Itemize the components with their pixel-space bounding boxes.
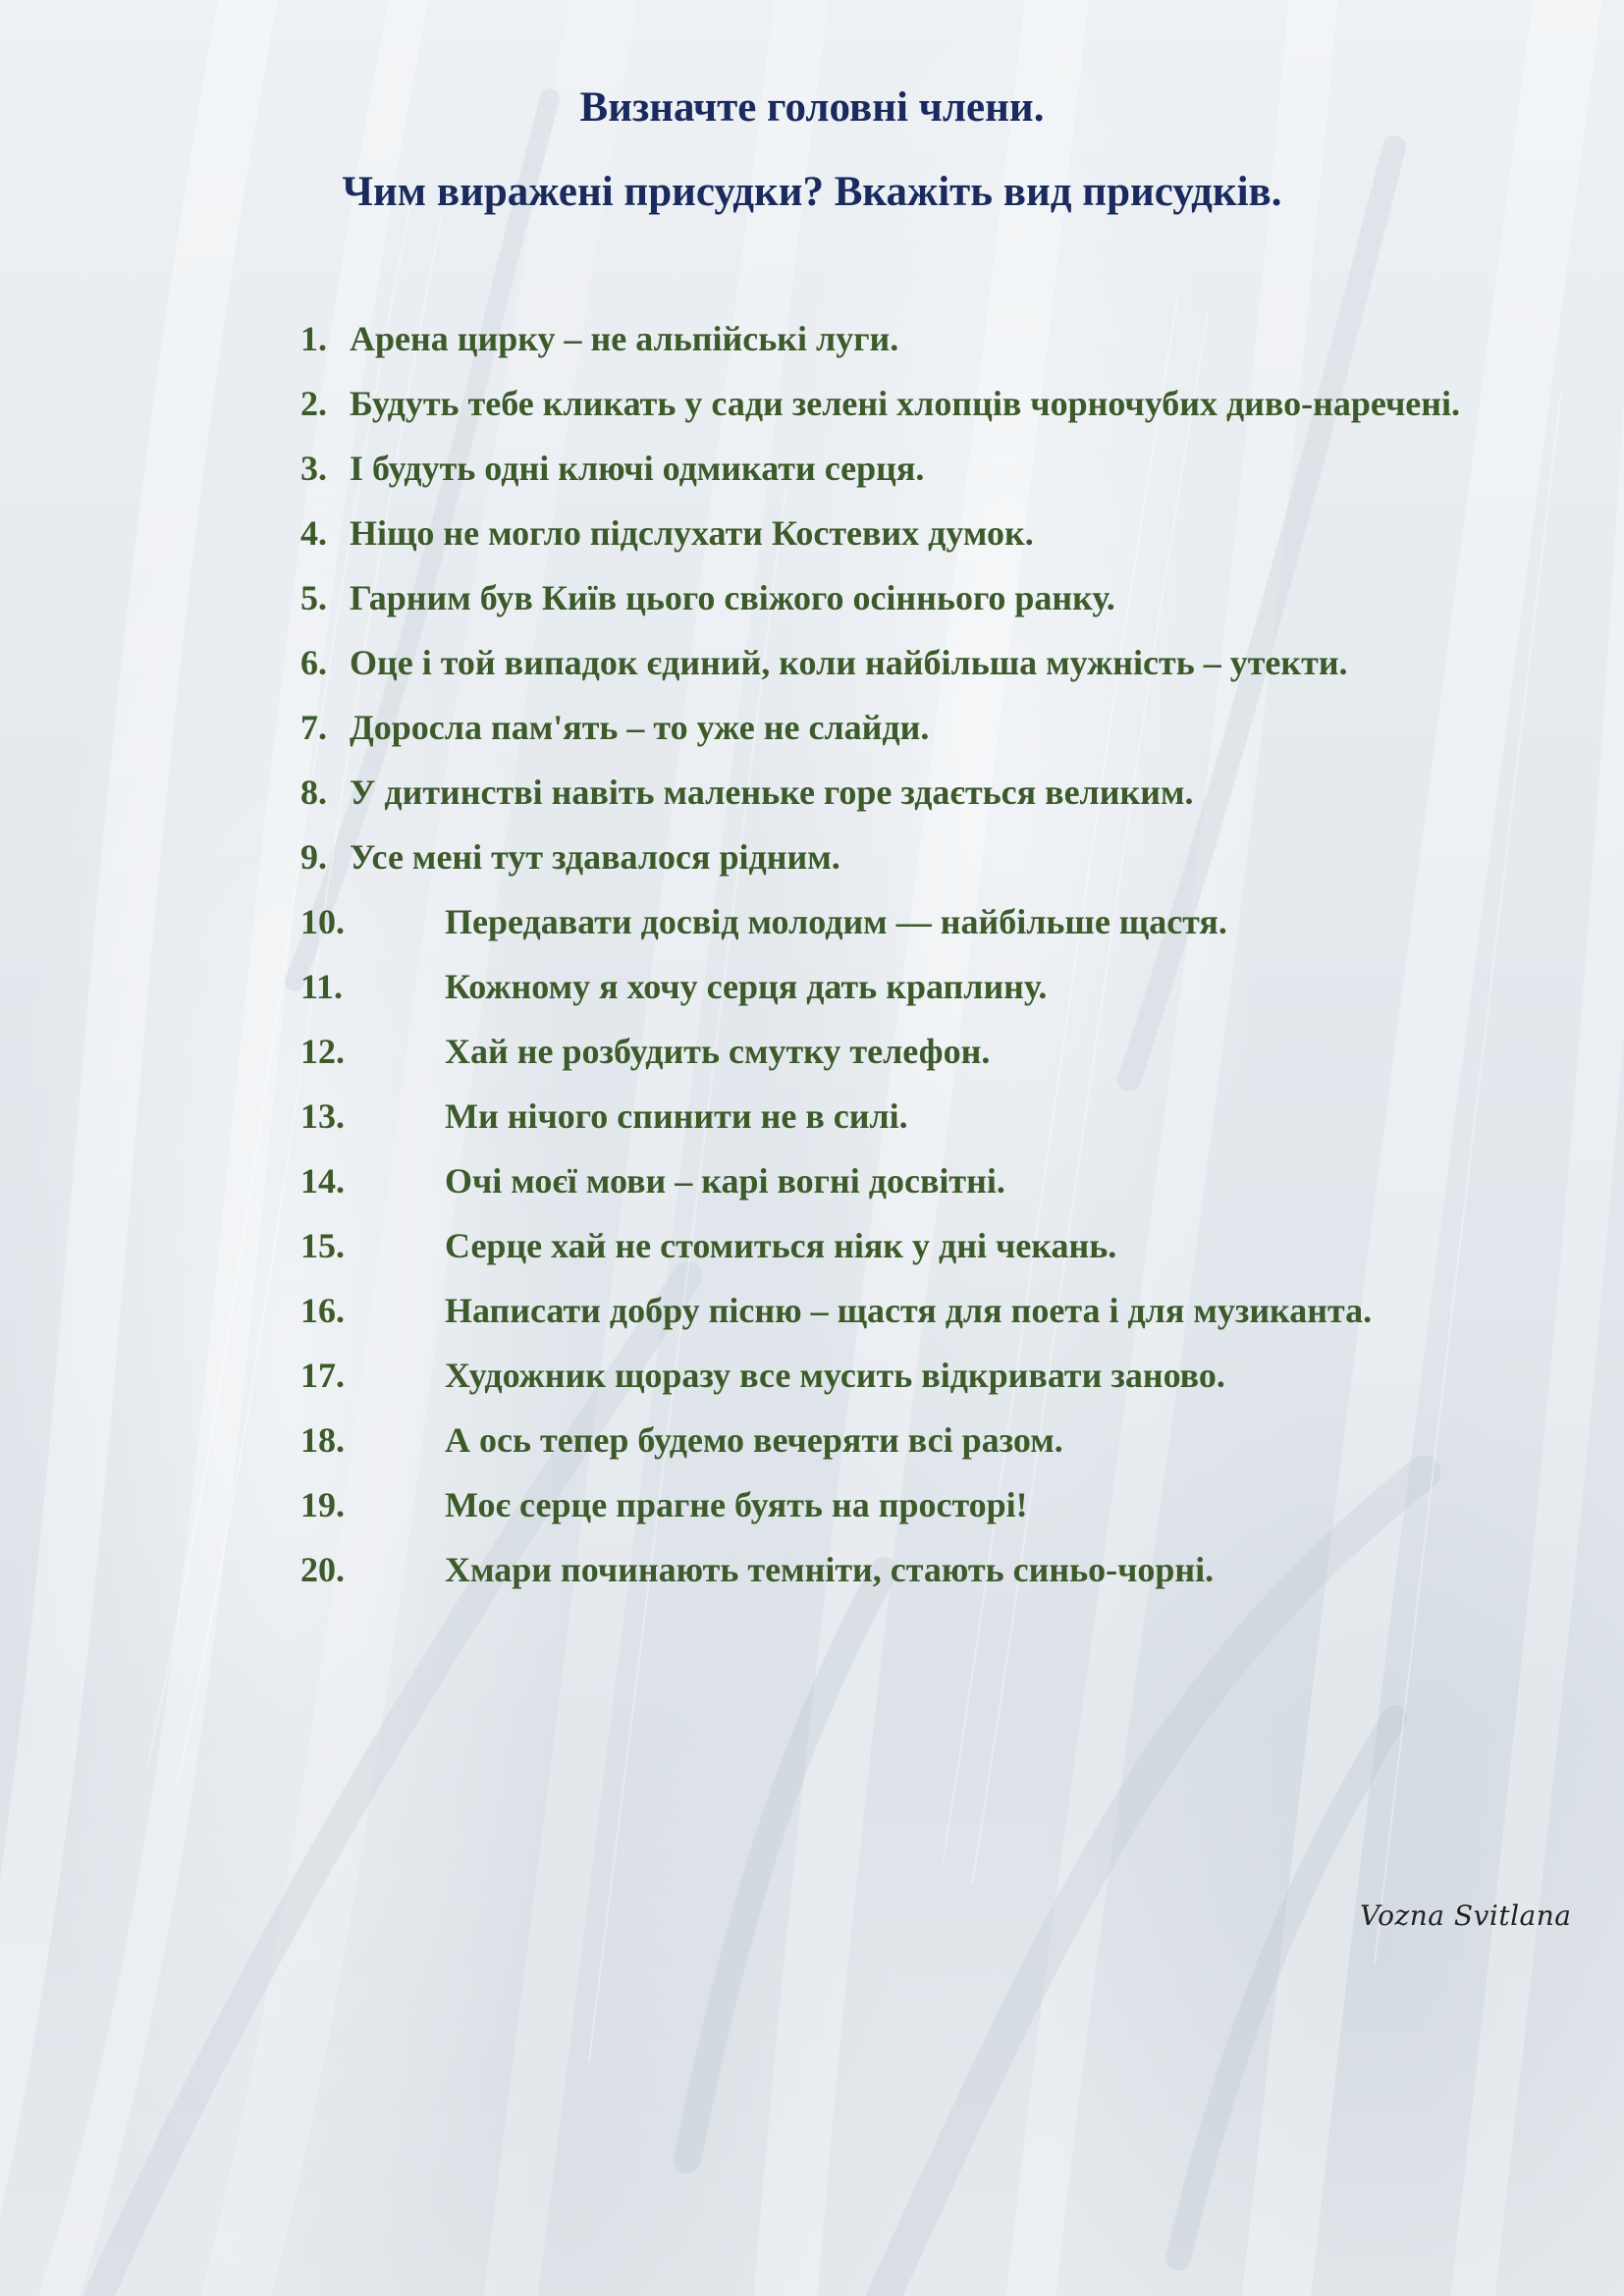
list-item <box>300 889 1528 954</box>
item-number: 16. <box>300 1291 345 1330</box>
item-text: Передавати досвід молодим — найбільше щастя. <box>445 902 1227 941</box>
list-item <box>300 1019 1528 1084</box>
item-number: 4. <box>300 513 327 553</box>
sentence-list <box>300 306 1528 1602</box>
item-number: 19. <box>300 1485 345 1524</box>
item-text: Ми нічого спинити не в силі. <box>445 1096 908 1136</box>
item-text: Кожному я хочу серця дать краплину. <box>445 967 1048 1006</box>
item-number: 5. <box>300 578 327 617</box>
item-number: 18. <box>300 1420 345 1460</box>
item-number: 3. <box>300 449 327 488</box>
list-item <box>300 436 1528 501</box>
item-number: 17. <box>300 1356 345 1395</box>
list-item <box>300 1148 1528 1213</box>
task-question: Чим виражені присудки? Вкажіть вид присудків. <box>342 169 1282 215</box>
item-text: Художник щоразу все мусить відкривати заново. <box>445 1356 1225 1395</box>
item-text: Моє серце прагне буять на просторі! <box>445 1485 1028 1524</box>
list-item <box>300 1408 1528 1472</box>
item-number: 7. <box>300 708 327 747</box>
task-heading: Визначте головні члени. <box>579 84 1045 131</box>
item-number: 9. <box>300 837 327 877</box>
item-number: 1. <box>300 319 327 358</box>
item-text: Гарним був Київ цього свіжого осіннього ранку. <box>350 578 1115 617</box>
item-text: Усе мені тут здавалося рідним. <box>350 837 840 877</box>
list-item <box>300 1472 1528 1537</box>
item-text: Очі моєї мови – карі вогні досвітні. <box>445 1161 1005 1201</box>
item-text: Хмари починають темніти, стають синьо-чорні. <box>445 1550 1215 1589</box>
item-number: 12. <box>300 1032 345 1071</box>
list-item <box>300 1537 1528 1602</box>
list-item <box>300 630 1528 695</box>
item-text: А ось тепер будемо вечеряти всі разом. <box>445 1420 1063 1460</box>
list-item <box>300 760 1528 825</box>
list-item <box>300 1343 1528 1408</box>
item-number: 15. <box>300 1226 345 1265</box>
item-number: 10. <box>300 902 345 941</box>
item-text: Хай не розбудить смутку телефон. <box>445 1032 991 1071</box>
item-number: 8. <box>300 773 327 812</box>
item-number: 11. <box>300 967 344 1006</box>
list-item <box>300 1278 1528 1343</box>
list-item <box>300 371 1528 436</box>
list-item <box>300 825 1528 889</box>
list-item <box>300 565 1528 630</box>
item-text: Ніщо не могло підслухати Костевих думок. <box>350 513 1034 553</box>
list-item <box>300 1213 1528 1278</box>
list-item <box>300 501 1528 565</box>
list-item <box>300 954 1528 1019</box>
item-number: 14. <box>300 1161 345 1201</box>
item-text: Серце хай не стомиться ніяк у дні чекань. <box>445 1226 1117 1265</box>
list-item <box>300 306 1528 371</box>
item-text: Будуть тебе кликать у сади зелені хлопців чорночубих диво-наречені. <box>350 384 1460 423</box>
item-number: 13. <box>300 1096 345 1136</box>
item-text: Написати добру пісню – щастя для поета і для музиканта. <box>445 1291 1373 1330</box>
item-text: У дитинстві навіть маленьке горе здається великим. <box>350 773 1194 812</box>
item-text: Оце і той випадок єдиний, коли найбільша мужність – утекти. <box>350 643 1348 682</box>
item-text: Доросла пам'ять – то уже не слайди. <box>350 708 930 747</box>
item-text: І будуть одні ключі одмикати серця. <box>350 449 925 488</box>
list-item <box>300 695 1528 760</box>
item-number: 20. <box>300 1550 345 1589</box>
item-text: Арена цирку – не альпійські луги. <box>350 319 899 358</box>
item-number: 6. <box>300 643 327 682</box>
list-item <box>300 1084 1528 1148</box>
item-number: 2. <box>300 384 327 423</box>
author-signature: Vozna Svitlana <box>1360 1899 1572 1932</box>
